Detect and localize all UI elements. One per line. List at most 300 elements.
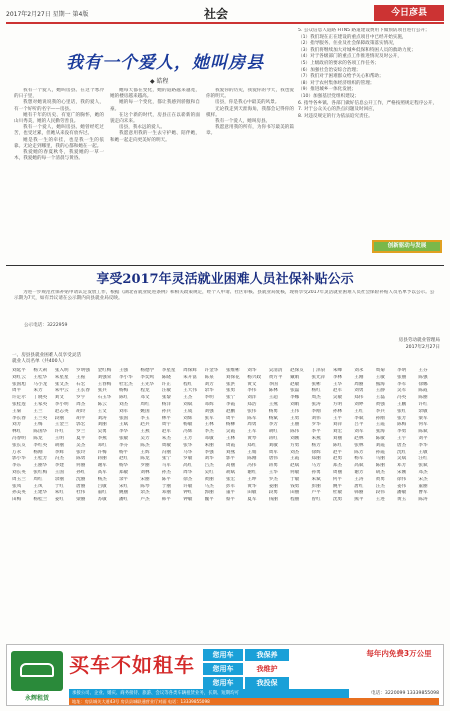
roster-name: 周军 <box>268 449 278 455</box>
roster-name: 郭宏 <box>76 422 86 428</box>
roster-name: 王成 <box>183 408 193 414</box>
roster-name: 高红 <box>183 463 193 469</box>
roster-name: 许红 <box>418 401 428 407</box>
roster-name: 李刚 <box>311 408 321 414</box>
roster-name: 周勇 <box>247 422 257 428</box>
paragraph: 我爱你的历史，我爱你的今天，我也爱你的明天。 <box>206 88 294 100</box>
roster-name: 赵军 <box>332 388 343 394</box>
roster-name: 王华 <box>332 381 343 387</box>
roster-name: 马军 <box>161 463 171 469</box>
roster-name: 王金兰 <box>54 422 69 428</box>
roster-name: 李林 <box>332 374 343 380</box>
roster-name: 王桂华 <box>33 374 48 380</box>
roster-name: 黄强 <box>375 401 385 407</box>
paragraph: 我有一个爱人，她叫房县。在这个寒冷的日子里， <box>14 88 104 100</box>
roster-name: 蔡平 <box>225 497 236 503</box>
roster-name: 邓辉 <box>204 401 214 407</box>
roster-name: 李玉 <box>140 415 150 421</box>
roster-name: 王林 <box>225 435 236 441</box>
roster-name: 张海 <box>375 429 385 435</box>
roster-name: 黄玉 <box>397 497 407 503</box>
roster-name: 邓丽 <box>161 490 171 496</box>
roster-name: 李斌 <box>354 415 364 421</box>
roster-name: 唐杰 <box>397 442 407 448</box>
roster-name: 韩丽 <box>354 490 364 496</box>
roster-name: 赵斌 <box>290 463 300 469</box>
roster-name: 陈杰 <box>140 442 150 448</box>
roster-name: 邓敏 <box>204 435 214 441</box>
roster-name: 张彬 <box>311 381 321 387</box>
roster-name: 陈红 <box>332 442 343 448</box>
roster-name: 张桂莲 <box>12 401 26 407</box>
roster-name: 罗兰 <box>76 429 86 435</box>
roster-name: 丁晓英 <box>33 395 48 401</box>
roster-heading: 一、房县县就业困难人员享受灵活就业人员名单（共400人） <box>12 353 81 365</box>
roster-name: 徐辉 <box>311 449 321 455</box>
roster-name: 李兵 <box>375 408 385 414</box>
roster-name: 杜敏 <box>332 490 343 496</box>
roster-name: 周红 <box>33 476 43 482</box>
roster-name: 黄华 <box>247 483 257 489</box>
roster-name: 陈军 <box>247 415 257 421</box>
roster-name: 熊海 <box>375 381 385 387</box>
roster-name: 刘杰 <box>290 449 300 455</box>
roster-name: 吴斌 <box>397 456 407 462</box>
roster-name: 朱芳 <box>33 388 43 394</box>
roster-name: 王芳 <box>183 435 193 441</box>
roster-name: 姚国 <box>140 408 150 414</box>
roster-name: 杨柳 <box>225 422 236 428</box>
note-item: （8）对于农村集体经济组织的管理； <box>298 80 375 86</box>
roster-name: 唐丽 <box>76 483 86 489</box>
roster-name: 张勇 <box>225 388 236 394</box>
roster-name: 王静 <box>375 388 385 394</box>
roster-name: 朱峰 <box>332 368 343 373</box>
roster-name: 张宏 <box>225 476 236 482</box>
ad-phone: 电话：3220099 13339855098 <box>371 691 439 696</box>
roster-name: 田敏 <box>247 490 257 496</box>
roster-name: 孙兵 <box>161 408 171 414</box>
roster-name: 吴勇 <box>97 429 107 435</box>
roster-name: 李东 <box>12 463 22 469</box>
roster-name: 周杰 <box>311 395 321 401</box>
roster-name: 张宁 <box>225 395 236 401</box>
roster-name: 余华 <box>204 388 214 394</box>
roster-name: 罗敏 <box>183 456 193 462</box>
roster-name: 罗丽 <box>140 463 150 469</box>
roster-name: 刘斌 <box>183 401 193 407</box>
roster-name: 王芬 <box>418 368 428 373</box>
note-item: （3）我们将继续加大对城乡低保和特困人员的救助力度； <box>298 47 416 53</box>
roster-name: 罗明强 <box>76 368 90 373</box>
roster-name: 刘萍 <box>332 422 343 428</box>
roster-name: 孙勇 <box>311 469 321 475</box>
roster-name: 谢军 <box>97 463 107 469</box>
roster-name: 于丽 <box>161 483 171 489</box>
roster-name: 程龙 <box>140 388 150 394</box>
note-item: 6. 指导各乡镇、各部门做好信息公开工作，严格按照规定程序公开， <box>298 100 438 106</box>
section-divider <box>6 265 444 266</box>
roster-name: 赵勇 <box>332 456 343 462</box>
roster-name: 何敏 <box>290 469 300 475</box>
roster-name: 高斌 <box>354 463 364 469</box>
roster-name: 周丽 <box>354 381 364 387</box>
roster-name: 陈刚 <box>247 456 257 462</box>
roster-name: 罗杰 <box>268 476 278 482</box>
roster-name: 刘延平 <box>12 368 26 373</box>
story-column-2 <box>110 88 200 260</box>
roster-name: 李长春 <box>12 415 26 421</box>
paragraph: 房县，我永远的爱人。 <box>119 125 165 131</box>
roster-name: 王强 <box>118 368 129 373</box>
roster-name: 赵鹏 <box>225 408 236 414</box>
roster-name: 何军 <box>418 422 428 428</box>
roster-name: 唐红 <box>354 483 364 489</box>
roster-name: 王坤 <box>247 476 257 482</box>
roster-name: 赵保友 <box>290 368 304 373</box>
roster-name: 张长友 <box>12 442 26 448</box>
roster-name: 孙美英 <box>12 490 26 496</box>
roster-name: 卢杰 <box>140 497 150 503</box>
roster-name: 孙刚 <box>375 415 385 421</box>
roster-name: 彭军 <box>225 483 236 489</box>
roster-name: 陈斌 <box>418 429 428 435</box>
roster-name: 杨平 <box>118 449 129 455</box>
roster-name: 曹军 <box>418 490 428 496</box>
roster-name: 潘红 <box>118 497 129 503</box>
car-rental-ad <box>6 644 444 706</box>
roster-name: 冯杰 <box>54 456 64 462</box>
roster-name: 周丽 <box>332 469 343 475</box>
roster-name: 戴娟 <box>290 374 300 380</box>
roster-name: 周敏 <box>161 442 171 448</box>
note-item: 8. 对违反规定的行为依法追究责任。 <box>298 113 373 119</box>
roster-name: 赵志英 <box>54 408 69 414</box>
paragraph: 我爱她的春夏秋冬，我爱她的一草一木，我爱她的每一个清晨与黄昏。 <box>14 150 104 162</box>
roster-name: 张磊 <box>290 388 300 394</box>
notice-issuer <box>399 338 440 351</box>
roster-name: 陈梅 <box>397 422 407 428</box>
roster-name: 李芬 <box>118 442 129 448</box>
roster-name: 马杰 <box>204 483 214 489</box>
roster-name: 刘丽 <box>97 422 107 428</box>
roster-name: 王刚 <box>354 374 364 380</box>
roster-name: 程丽 <box>290 497 300 503</box>
roster-name: 张红 <box>397 408 407 414</box>
roster-name: 蒋勇 <box>268 463 278 469</box>
roster-name: 刘霞 <box>375 442 385 448</box>
roster-name: 王杰 <box>183 395 193 401</box>
story-column-3 <box>206 88 294 260</box>
roster-name: 王桂芳 <box>33 456 48 462</box>
roster-name: 杨天莉 <box>33 368 48 373</box>
roster-name: 夏军 <box>247 497 257 503</box>
roster-name: 刘强 <box>204 408 214 414</box>
roster-name: 王兰 <box>33 408 43 414</box>
ad-feature-cell: 我维护 <box>245 663 289 675</box>
paragraph: 我愿意用我的一生去守护她、陪伴她，和她一起走向更美好的明天。 <box>110 131 200 143</box>
roster-name: 王丽华 <box>33 463 48 469</box>
roster-name: 程红 <box>183 381 193 387</box>
roster-name: 汪红 <box>418 456 428 462</box>
roster-name: 刘永 <box>354 368 364 373</box>
promo-box: 创新驱动与发展 <box>372 240 442 253</box>
roster-name: 吕杰 <box>204 463 214 469</box>
roster-name: 冯春明 <box>12 435 26 441</box>
roster-name: 罗宇 <box>76 395 86 401</box>
roster-name: 胡玲 <box>76 408 86 414</box>
roster-name: 邓芳 <box>397 463 407 469</box>
roster-name: 陈国华 <box>33 429 48 435</box>
roster-name: 姜伟 <box>397 483 407 489</box>
roster-name: 王超 <box>268 395 278 401</box>
roster-name: 梁丽 <box>76 497 86 503</box>
roster-name: 王斌 <box>118 422 129 428</box>
roster-name: 杜宏杰 <box>118 381 133 387</box>
roster-name: 刘长英 <box>12 469 26 475</box>
roster-name: 李燕 <box>97 435 107 441</box>
roster-name: 李华 <box>418 442 428 448</box>
roster-name: 董红 <box>97 490 107 496</box>
roster-name: 陈晓 <box>161 374 171 380</box>
roster-name: 陈强 <box>418 374 428 380</box>
roster-name: 李红英 <box>33 442 48 448</box>
roster-name: 钱勇 <box>290 483 300 489</box>
note-item: （4）对于各级部门的重点工作推进情况及时公开， <box>298 54 402 60</box>
roster-name: 方明 <box>332 401 343 407</box>
roster-name: 朱开富 <box>183 374 197 380</box>
roster-name: 王敏 <box>375 374 385 380</box>
roster-name: 王燕 <box>268 401 278 407</box>
roster-name: 朱红 <box>54 490 64 496</box>
roster-name: 胡平 <box>76 415 86 421</box>
roster-name: 张兵 <box>97 388 107 394</box>
section-name: 社会 <box>204 7 229 21</box>
roster-name: 王春梅 <box>97 381 112 387</box>
roster-name: 沈丽 <box>76 476 86 482</box>
roster-name: 王兰英 <box>33 415 48 421</box>
roster-name: 张国旭 <box>12 381 26 387</box>
right-notes-column <box>298 28 446 234</box>
roster-name: 杨斌 <box>268 415 278 421</box>
roster-name: 田梅 <box>12 497 22 503</box>
roster-name: 黄方平 <box>268 374 283 380</box>
roster-name: 刘平 <box>418 435 428 441</box>
roster-name: 李明 <box>397 368 407 373</box>
roster-name: 许梅 <box>97 449 107 455</box>
roster-name: 赵兵 <box>140 422 150 428</box>
roster-name: 吴军 <box>397 388 407 394</box>
notice-title: 享受2017年灵活就业困难人员社保补贴公示 <box>96 272 354 287</box>
roster-name: 王勇 <box>290 415 300 421</box>
issuer-name: 房县劳动就业管理局 <box>398 338 440 343</box>
roster-name: 孙霞 <box>375 449 385 455</box>
paragraph: 她的每一个变化，都让我感到骄傲和自豪。 <box>110 100 200 112</box>
roster-name: 郑浩 <box>247 401 257 407</box>
roster-name: 王明 <box>54 435 64 441</box>
roster-name: 郑丽 <box>311 456 321 462</box>
roster-name: 李平 <box>311 429 321 435</box>
ad-feature-cell: 您用车 <box>203 649 243 661</box>
roster-name: 孙林 <box>332 408 343 414</box>
roster-name: 张斌 <box>418 463 428 469</box>
roster-name: 邓杰 <box>418 469 428 475</box>
roster-name: 吴芳 <box>140 435 150 441</box>
roster-name: 刘伟 <box>311 415 321 421</box>
roster-name: 李明 <box>204 395 214 401</box>
roster-list <box>12 368 440 640</box>
roster-name: 李华 <box>118 429 129 435</box>
paragraph: 我有一个爱人，她叫房县。 <box>215 119 271 125</box>
roster-name: 王先华 <box>140 381 155 387</box>
roster-name: 林平 <box>161 415 171 421</box>
notice-intro: 为进一步规范社保补贴申请认定发放工作，根据《湖北省就业促进条例》和相关政策规定，经个人申请、社区审核、县就业局复核，现将享受2017年灵活就业困难人员社会保险补贴人员名单予以公示。公示期为7天，如有异议请在公示期内向县就业局反映。 <box>14 290 435 302</box>
roster-name: 冯英 <box>397 395 407 401</box>
roster-name: 王霞 <box>290 456 300 462</box>
roster-name: 汪敏 <box>161 388 171 394</box>
roster-name: 郭小华 <box>12 456 26 462</box>
roster-name: 陈林 <box>268 388 278 394</box>
roster-name: 宋红 <box>118 483 129 489</box>
roster-name: 杨德学 <box>140 368 155 373</box>
note-item: （5）上级政府的要求的各项工作任务； <box>298 60 380 66</box>
roster-name: 许正 <box>161 381 171 387</box>
masthead-logo: 今日彦县 <box>374 5 444 21</box>
roster-name: 曾红 <box>311 497 321 503</box>
roster-name: 王菊 <box>12 408 22 414</box>
roster-name: 钟敏 <box>183 497 193 503</box>
note-item: （1）我们现在正在建设的重点项目中已经开始实施， <box>298 34 407 40</box>
roster-name: 周平 <box>225 415 236 421</box>
roster-name: 赵林 <box>354 435 364 441</box>
roster-name: 王华 <box>268 469 278 475</box>
roster-name: 郑敏 <box>118 469 129 475</box>
roster-name: 蒋丽 <box>97 456 107 462</box>
roster-name: 杨刚 <box>33 449 43 455</box>
roster-name: 吴红 <box>204 469 214 475</box>
roster-name: 罗华 <box>311 422 321 428</box>
roster-name: 李国 <box>268 381 278 387</box>
roster-name: 董丽 <box>418 483 428 489</box>
roster-name: 陈泉 <box>204 374 214 380</box>
roster-name: 黄文 <box>247 381 257 387</box>
roster-name: 赵敏 <box>290 381 300 387</box>
roster-name: 周华 <box>183 469 193 475</box>
roster-name: 于红 <box>54 483 64 489</box>
roster-name: 刘红云 <box>12 374 26 380</box>
roster-name: 张光萍 <box>311 374 326 380</box>
roster-name: 陈霞 <box>418 388 428 394</box>
roster-name: 赵平 <box>332 449 343 455</box>
roster-name: 李辉 <box>54 449 64 455</box>
roster-name: 杜伟 <box>76 490 86 496</box>
roster-name: 刘涛 <box>97 415 107 421</box>
ad-slogan: 买车不如租车 <box>69 653 195 677</box>
roster-name: 陈琴 <box>140 483 150 489</box>
roster-name: 杨军 <box>354 456 364 462</box>
roster-name: 朱丽 <box>204 442 214 448</box>
roster-name: 赵军 <box>161 429 171 435</box>
roster-name: 马华 <box>183 449 193 455</box>
roster-name: 余丽 <box>54 476 64 482</box>
roster-name: 方勇 <box>290 442 300 448</box>
roster-name: 刘军 <box>118 408 129 414</box>
roster-name: 王娟 <box>247 449 257 455</box>
roster-name: 吴杰 <box>76 442 86 448</box>
roster-name: 许敏 <box>183 483 193 489</box>
roster-name: 王梅 <box>33 422 43 428</box>
roster-name: 刘婷 <box>354 401 364 407</box>
roster-name: 潘敏 <box>397 490 407 496</box>
roster-name: 陈敏 <box>375 435 385 441</box>
roster-name: 唐伟 <box>268 456 278 462</box>
roster-name: 陈云 <box>97 401 107 407</box>
roster-name: 高军 <box>97 469 107 475</box>
roster-name: 王林 <box>204 422 214 428</box>
roster-name: 张军 <box>204 415 214 421</box>
roster-name: 杨勇 <box>268 408 278 414</box>
roster-name: 段伟 <box>375 490 385 496</box>
roster-name: 李伟 <box>247 388 257 394</box>
roster-name: 李娜 <box>290 395 300 401</box>
note-item: （2）指导服务、住业及社会保障政策落实情况， <box>298 41 398 47</box>
roster-name: 黄琴 <box>247 435 257 441</box>
roster-name: 杨杰 <box>97 476 107 482</box>
roster-name: 刘宏 <box>332 429 343 435</box>
note-item: （7）我们对于困难群众给予关心和帮助； <box>298 74 384 80</box>
paragraph: 我有一个爱人，她叫房县。她曾经吃过苦，也受过累，但她从来没有放弃过。 <box>14 125 104 137</box>
roster-name: 邓红 <box>97 442 107 448</box>
roster-name: 张凤 <box>12 483 22 489</box>
roster-name: 马丽 <box>375 456 385 462</box>
roster-name: 马芳 <box>311 463 321 469</box>
roster-name: 王平 <box>332 415 343 421</box>
roster-name: 刘芳 <box>12 422 22 428</box>
roster-name: 许定尔 <box>12 395 26 401</box>
roster-name: 姜红 <box>54 497 64 503</box>
roster-name: 郭平 <box>225 456 236 462</box>
roster-name: 张敏 <box>118 435 129 441</box>
roster-name: 许金华 <box>204 368 219 373</box>
roster-name: 周红 <box>140 401 150 407</box>
note-item: （6）加强社会治安综合治理； <box>298 67 361 73</box>
roster-name: 朱杰 <box>161 435 171 441</box>
roster-name: 赵红 <box>118 456 129 462</box>
roster-name: 王长春 <box>76 388 90 394</box>
roster-name: 朱燕 <box>311 435 321 441</box>
roster-name: 徐伟 <box>397 476 407 482</box>
roster-name: 王大伟 <box>183 388 197 394</box>
roster-name: 刘敏 <box>268 442 278 448</box>
roster-name: 刘强荣 <box>97 374 112 380</box>
roster-name: 吴清清 <box>268 368 283 373</box>
roster-name: 刘林 <box>140 469 150 475</box>
story-title: 我有一个爱人，她叫房县 <box>66 53 264 73</box>
ad-feature-grid <box>203 649 353 689</box>
roster-name: 石玉华 <box>97 395 112 401</box>
roster-name: 冯伟 <box>247 463 257 469</box>
roster-name: 张维彬 <box>225 368 240 373</box>
roster-name: 刘军 <box>354 429 364 435</box>
roster-name: 杨梅 <box>118 388 129 394</box>
roster-name: 蒋红 <box>268 435 278 441</box>
roster-name: 刘文 <box>54 395 64 401</box>
roster-name: 王辉 <box>140 449 150 455</box>
roster-name: 韩平 <box>161 497 171 503</box>
ad-feature-cell: 您用车 <box>203 663 243 675</box>
roster-name: 金红梅 <box>97 368 112 373</box>
roster-name: 李军 <box>397 381 407 387</box>
